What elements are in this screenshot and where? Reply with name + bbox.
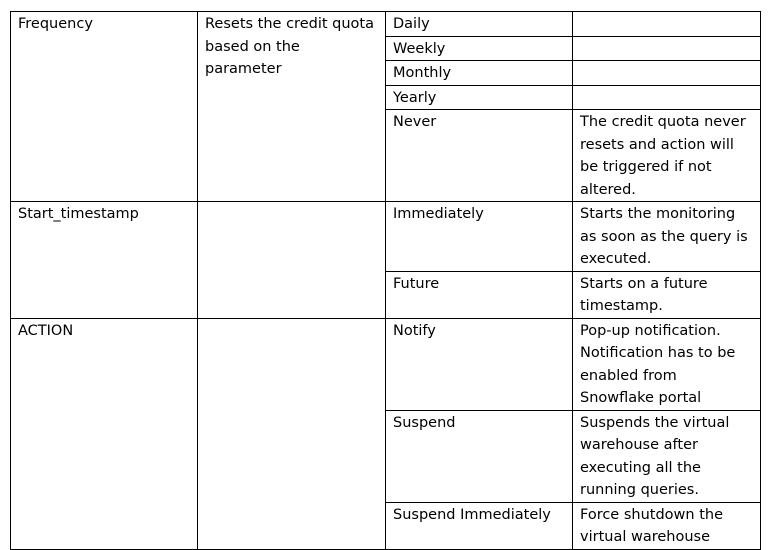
option-note-cell: Starts the monitoring as soon as the query is executed.	[573, 202, 761, 272]
option-value-cell: Suspend	[386, 410, 573, 502]
table-row	[11, 202, 761, 272]
option-note-cell	[573, 61, 761, 86]
option-note-cell: Starts on a future timestamp.	[573, 271, 761, 318]
param-description-cell	[198, 318, 386, 549]
param-name-cell: Frequency	[11, 12, 198, 202]
parameter-table	[10, 11, 761, 550]
option-value-cell: Weekly	[386, 36, 573, 61]
param-name-cell: Start_timestamp	[11, 202, 198, 319]
table-row	[11, 12, 761, 37]
option-value-cell: Future	[386, 271, 573, 318]
param-description-cell: Resets the credit quota based on the parameter	[198, 12, 386, 202]
option-note-cell: Force shutdown the virtual warehouse	[573, 502, 761, 549]
option-value-cell: Notify	[386, 318, 573, 410]
option-value-cell: Suspend Immediately	[386, 502, 573, 549]
option-note-cell	[573, 36, 761, 61]
option-value-cell: Immediately	[386, 202, 573, 272]
option-note-cell: Pop-up notification. Notification has to be enabled from Snowflake portal	[573, 318, 761, 410]
param-name-cell: ACTION	[11, 318, 198, 549]
option-note-cell: Suspends the virtual warehouse after executing all the running queries.	[573, 410, 761, 502]
table-row	[11, 318, 761, 410]
option-note-cell: The credit quota never resets and action will be triggered if not altered.	[573, 110, 761, 202]
option-value-cell: Daily	[386, 12, 573, 37]
option-value-cell: Monthly	[386, 61, 573, 86]
option-value-cell: Never	[386, 110, 573, 202]
param-description-cell	[198, 202, 386, 319]
option-note-cell	[573, 12, 761, 37]
option-value-cell: Yearly	[386, 85, 573, 110]
option-note-cell	[573, 85, 761, 110]
